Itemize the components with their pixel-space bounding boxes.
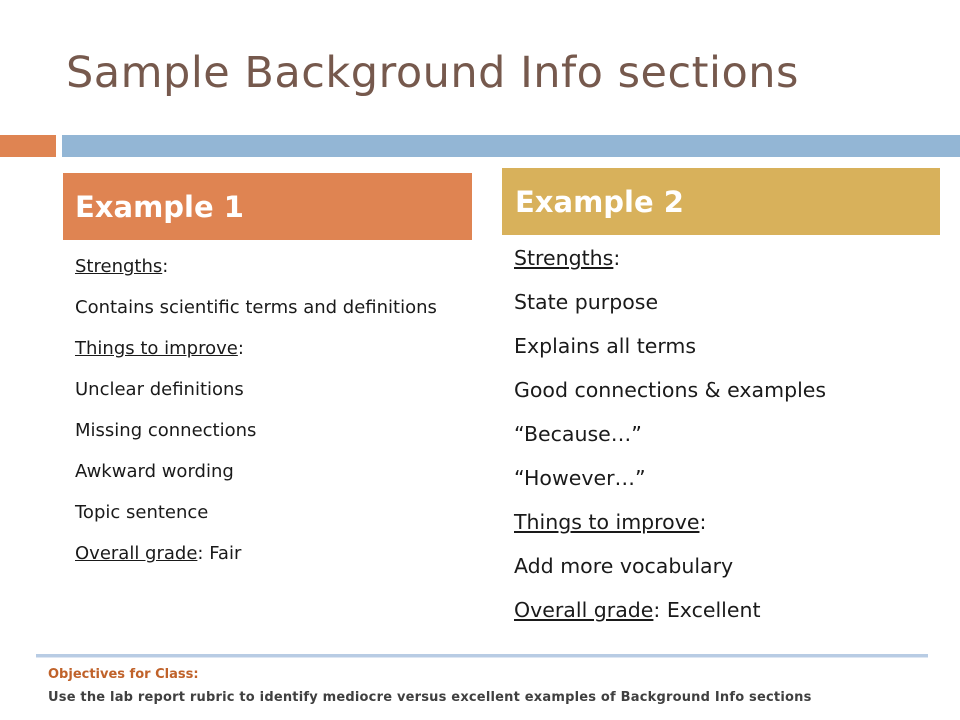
list-item: Overall grade: Excellent <box>514 598 761 622</box>
list-item: Overall grade: Fair <box>75 543 242 564</box>
list-item: Strengths: <box>514 246 621 270</box>
grade-label: Overall grade <box>514 598 654 622</box>
list-item: Awkward wording <box>75 461 234 482</box>
list-item: State purpose <box>514 290 659 314</box>
list-item: “However…” <box>514 466 646 490</box>
list-item: Contains scientific terms and definitions <box>75 297 437 318</box>
example-2-list <box>514 245 954 641</box>
list-item: “Because…” <box>514 422 642 446</box>
list-item: Things to improve: <box>514 510 707 534</box>
grade-label: Overall grade <box>75 543 198 564</box>
list-item: Topic sentence <box>75 502 209 523</box>
title-rule-blue <box>62 135 960 157</box>
list-item: Things to improve: <box>75 338 244 359</box>
objectives-label: Objectives for Class: <box>48 667 199 682</box>
list-item: Unclear definitions <box>75 379 244 400</box>
title-rule-orange <box>0 135 56 157</box>
list-item: Strengths: <box>75 256 169 277</box>
footer-rule <box>36 654 928 658</box>
strengths-label: Strengths <box>75 256 163 277</box>
improve-label: Things to improve <box>514 510 700 534</box>
objectives-text: Use the lab report rubric to identify mediocre versus excellent examples of Background Info sections <box>48 690 812 705</box>
strengths-label: Strengths <box>514 246 614 270</box>
grade-value: Fair <box>203 543 242 564</box>
grade-value: Excellent <box>660 598 761 622</box>
list-item: Explains all terms <box>514 334 697 358</box>
list-item: Add more vocabulary <box>514 554 734 578</box>
list-item: Missing connections <box>75 420 257 441</box>
example-1-list <box>75 256 465 584</box>
example-1-header: Example 1 <box>63 173 472 240</box>
list-item: Good connections & examples <box>514 378 827 402</box>
example-2-header: Example 2 <box>502 168 940 235</box>
improve-label: Things to improve <box>75 338 238 359</box>
slide-title: Sample Background Info sections <box>66 48 799 98</box>
